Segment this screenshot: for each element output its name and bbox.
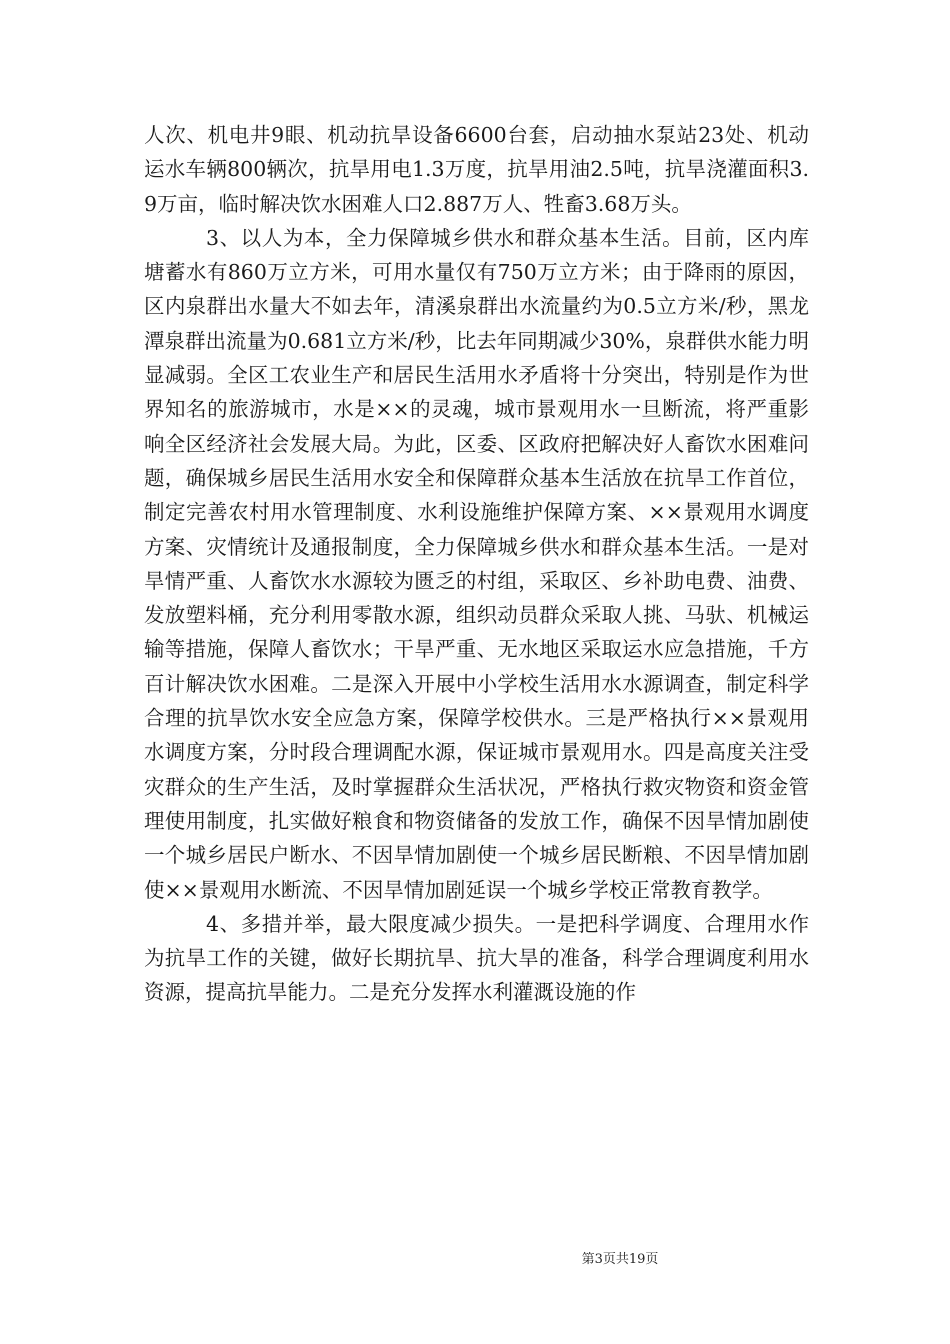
page-footer (0, 1248, 950, 1267)
paragraph-3: 4、多措并举，最大限度减少损失。一是把科学调度、合理用水作为抗旱工作的关键，做好长期抗旱、抗大旱的准备，科学合理调度利用水资源，提高抗旱能力。二是充分发挥水利灌溉设施的作 (144, 911, 809, 1005)
paragraph-2: 3、以人为本，全力保障城乡供水和群众基本生活。目前，区内库塘蓄水有860万立方米，可用水量仅有750万立方米；由于降雨的原因，区内泉群出水量大不如去年，清溪泉群出水流量约为0.5立方米/秒，黑龙潭泉群出流量为0.681立方米/秒，比去年同期减少30%，泉群供水能力明显减弱。全区工农业生产和居民生活用水矛盾将十分突出，特别是作为世界知名的旅游城市，水是××的灵魂，城市景观用水一旦断流，将严重影响全区经济社会发展大局。为此，区委、区政府把解决好人畜饮水困难问题，确保城乡居民生活用水安全和保障群众基本生活放在抗旱工作首位，制定完善农村用水管理制度、水利设施维护保障方案、××景观用水调度方案、灾情统计及通报制度，全力保障城乡供水和群众基本生活。一是对旱情严重、人畜饮水水源较为匮乏的村组，采取区、乡补助电费、油费、发放塑料桶，充分利用零散水源，组织动员群众采取人挑、马驮、机械运输等措施，保障人畜饮水；干旱严重、无水地区采取运水应急措施，千方百计解决饮水困难。二是深入开展中小学校生活用水水源调查，制定科学合理的抗旱饮水安全应急方案，保障学校供水。三是严格执行××景观用水调度方案，分时段合理调配水源，保证城市景观用水。四是高度关注受灾群众的生产生活，及时掌握群众生活状况，严格执行救灾物资和资金管理使用制度，扎实做好粮食和物资储备的发放工作，确保不因旱情加剧使一个城乡居民户断水、不因旱情加剧使一个城乡居民断粮、不因旱情加剧使××景观用水断流、不因旱情加剧延误一个城乡学校正常教育教学。 (144, 225, 809, 902)
paragraph-1: 人次、机电井9眼、机动抗旱设备6600台套，启动抽水泵站23处、机动运水车辆800辆次，抗旱用电1.3万度，抗旱用油2.5吨，抗旱浇灌面积3.9万亩，临时解决饮水困难人口2.887万人、牲畜3.68万头。 (144, 123, 809, 216)
page-number-label: 第3页共19页 (581, 1252, 659, 1267)
document-body (144, 118, 809, 1010)
